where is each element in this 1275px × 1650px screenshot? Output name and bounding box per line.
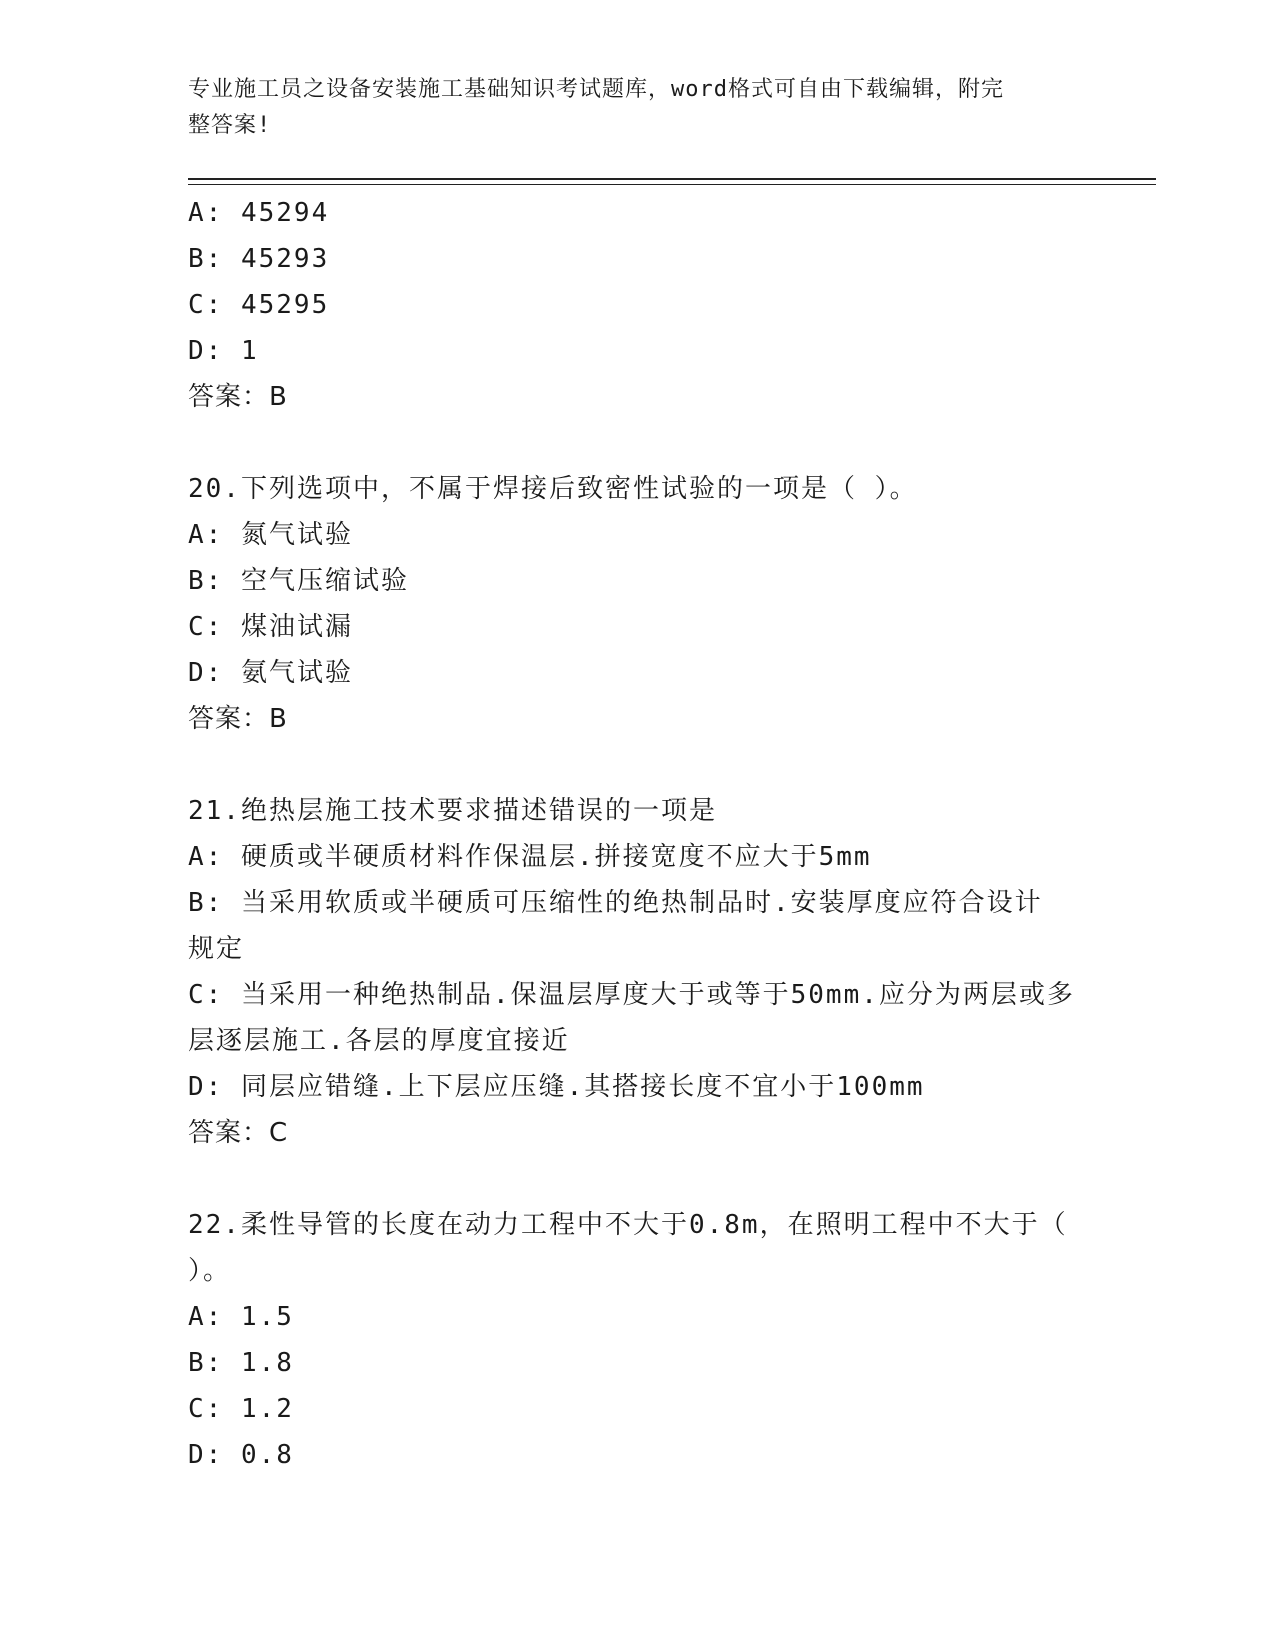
option-d: D: 同层应错缝.上下层应压缝.其搭接长度不宜小于100mm [188, 1072, 925, 1102]
document-header [188, 72, 1068, 144]
option-b: B: 1.8 [188, 1348, 294, 1378]
question-text: 21.绝热层施工技术要求描述错误的一项是 [188, 796, 717, 826]
spacer [188, 1156, 1088, 1202]
spacer [188, 420, 1088, 466]
option-a: A: 1.5 [188, 1302, 294, 1332]
header-divider [188, 178, 1156, 180]
question-20-block [188, 466, 1088, 742]
option-c: C: 煤油试漏 [188, 612, 353, 642]
option-b: B: 空气压缩试验 [188, 566, 409, 596]
document-body [188, 190, 1088, 1478]
option-a: A: 硬质或半硬质材料作保温层.拼接宽度不应大于5mm [188, 842, 872, 872]
header-divider-thin [188, 184, 1156, 185]
option-c: C: 当采用一种绝热制品.保温层厚度大于或等于50mm.应分为两层或多 [188, 980, 1075, 1010]
question-21-block [188, 788, 1088, 1156]
option-d: D: 0.8 [188, 1440, 294, 1470]
question-text-continued: ）。 [188, 1256, 232, 1286]
option-d: D: 氨气试验 [188, 658, 353, 688]
option-c: C: 45295 [188, 290, 330, 320]
option-a: A: 45294 [188, 198, 330, 228]
header-line-1: 专业施工员之设备安装施工基础知识考试题库，word格式可自由下载编辑，附完 [188, 77, 1004, 102]
option-c: C: 1.2 [188, 1394, 294, 1424]
spacer [188, 742, 1088, 788]
option-b-continued: 规定 [188, 934, 245, 964]
question-22-block [188, 1202, 1088, 1478]
answer-label: 答案：B [188, 382, 288, 412]
option-b: B: 45293 [188, 244, 330, 274]
question-text: 22.柔性导管的长度在动力工程中不大于0.8m，在照明工程中不大于（ [188, 1210, 1068, 1240]
answer-label: 答案：B [188, 704, 288, 734]
header-line-2: 整答案! [188, 113, 272, 138]
option-b: B: 当采用软质或半硬质可压缩性的绝热制品时.安装厚度应符合设计 [188, 888, 1043, 918]
option-d: D: 1 [188, 336, 259, 366]
question-text: 20.下列选项中，不属于焊接后致密性试验的一项是（ ）。 [188, 474, 918, 504]
option-c-continued: 层逐层施工.各层的厚度宜接近 [188, 1026, 570, 1056]
answer-label: 答案：C [188, 1118, 289, 1148]
option-a: A: 氮气试验 [188, 520, 353, 550]
question-19-block [188, 190, 1088, 420]
